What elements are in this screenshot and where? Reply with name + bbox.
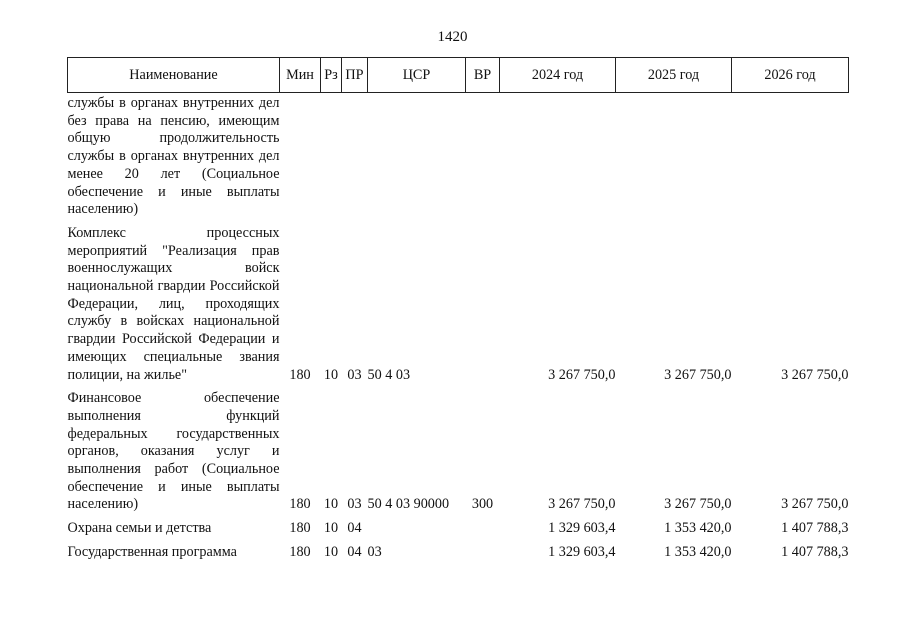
row-min (280, 93, 321, 219)
row-csr (368, 520, 466, 538)
table-row (68, 390, 849, 514)
row-pr: 03 (347, 366, 362, 383)
row-amount-2025: 3 267 750,0 (664, 496, 732, 513)
row-amount-2024 (500, 93, 616, 219)
row-amount-2024: 3 267 750,0 (548, 366, 616, 383)
row-name: Комплекс процессных мероприятий "Реализация прав военнослужащих войск национальной гвардии Российской Федерации, лиц, проходящих службу в войсках национальной гвардии Российской Федерации и имеющих специальные звания полиции, на жилье" (67, 224, 280, 383)
header-row (68, 58, 849, 93)
row-pr: 04 (347, 543, 362, 560)
row-pr: 03 (347, 496, 362, 513)
header-pr: ПР (342, 58, 368, 93)
header-2024: 2024 год (500, 58, 616, 93)
row-csr: 50 4 03 (367, 366, 411, 383)
row-amount-2026: 1 407 788,3 (781, 543, 849, 560)
row-amount-2026 (732, 93, 849, 219)
row-rz: 10 (323, 496, 339, 513)
row-amount-2024: 3 267 750,0 (548, 496, 616, 513)
row-rz (321, 93, 342, 219)
table-row (68, 520, 849, 538)
row-name: Охрана семьи и детства (67, 520, 212, 537)
row-vr (466, 520, 500, 538)
row-name: Государственная программа (67, 543, 237, 560)
row-amount-2024: 1 329 603,4 (548, 543, 616, 560)
row-amount-2024: 1 329 603,4 (548, 520, 616, 537)
row-amount-2025 (616, 93, 732, 219)
page-number: 1420 (437, 29, 468, 45)
row-vr (466, 225, 500, 384)
row-min: 180 (289, 543, 311, 560)
row-amount-2026: 3 267 750,0 (781, 496, 849, 513)
header-2026: 2026 год (732, 58, 849, 93)
budget-table (67, 57, 849, 562)
row-min: 180 (289, 520, 311, 537)
header-vr: ВР (466, 58, 500, 93)
table-row (68, 93, 849, 219)
header-name: Наименование (68, 58, 280, 93)
row-min: 180 (289, 366, 311, 383)
row-amount-2025: 3 267 750,0 (664, 366, 732, 383)
row-name: службы в органах внутренних дел без права на пенсию, имеющим общую продолжительность службы в органах внутренних дел менее 20 лет (Социальное обеспечение и иные выплаты населению) (67, 95, 280, 218)
row-amount-2025: 1 353 420,0 (664, 520, 732, 537)
row-rz: 10 (323, 366, 339, 383)
row-vr: 300 (471, 496, 494, 513)
row-csr: 50 4 03 90000 (367, 496, 450, 513)
header-min: Мин (280, 58, 321, 93)
table-body (68, 93, 849, 562)
row-name: Финансовое обеспечение выполнения функций федеральных государственных органов, оказания услуг и выполнения работ (Социальное обеспечение и иные выплаты населению) (67, 390, 280, 513)
row-vr (466, 93, 500, 219)
row-csr: 03 (367, 543, 382, 560)
row-min: 180 (289, 496, 311, 513)
row-amount-2026: 1 407 788,3 (781, 520, 849, 537)
row-vr (466, 544, 500, 562)
table-header (68, 58, 849, 93)
row-rz: 10 (323, 543, 339, 560)
row-csr (368, 93, 466, 219)
header-csr: ЦСР (368, 58, 466, 93)
table-row (68, 225, 849, 384)
header-rz: Рз (321, 58, 342, 93)
row-pr: 04 (347, 520, 362, 537)
row-amount-2025: 1 353 420,0 (664, 543, 732, 560)
row-pr (342, 93, 368, 219)
row-rz: 10 (323, 520, 339, 537)
header-2025: 2025 год (616, 58, 732, 93)
row-amount-2026: 3 267 750,0 (781, 366, 849, 383)
table-row (68, 544, 849, 562)
